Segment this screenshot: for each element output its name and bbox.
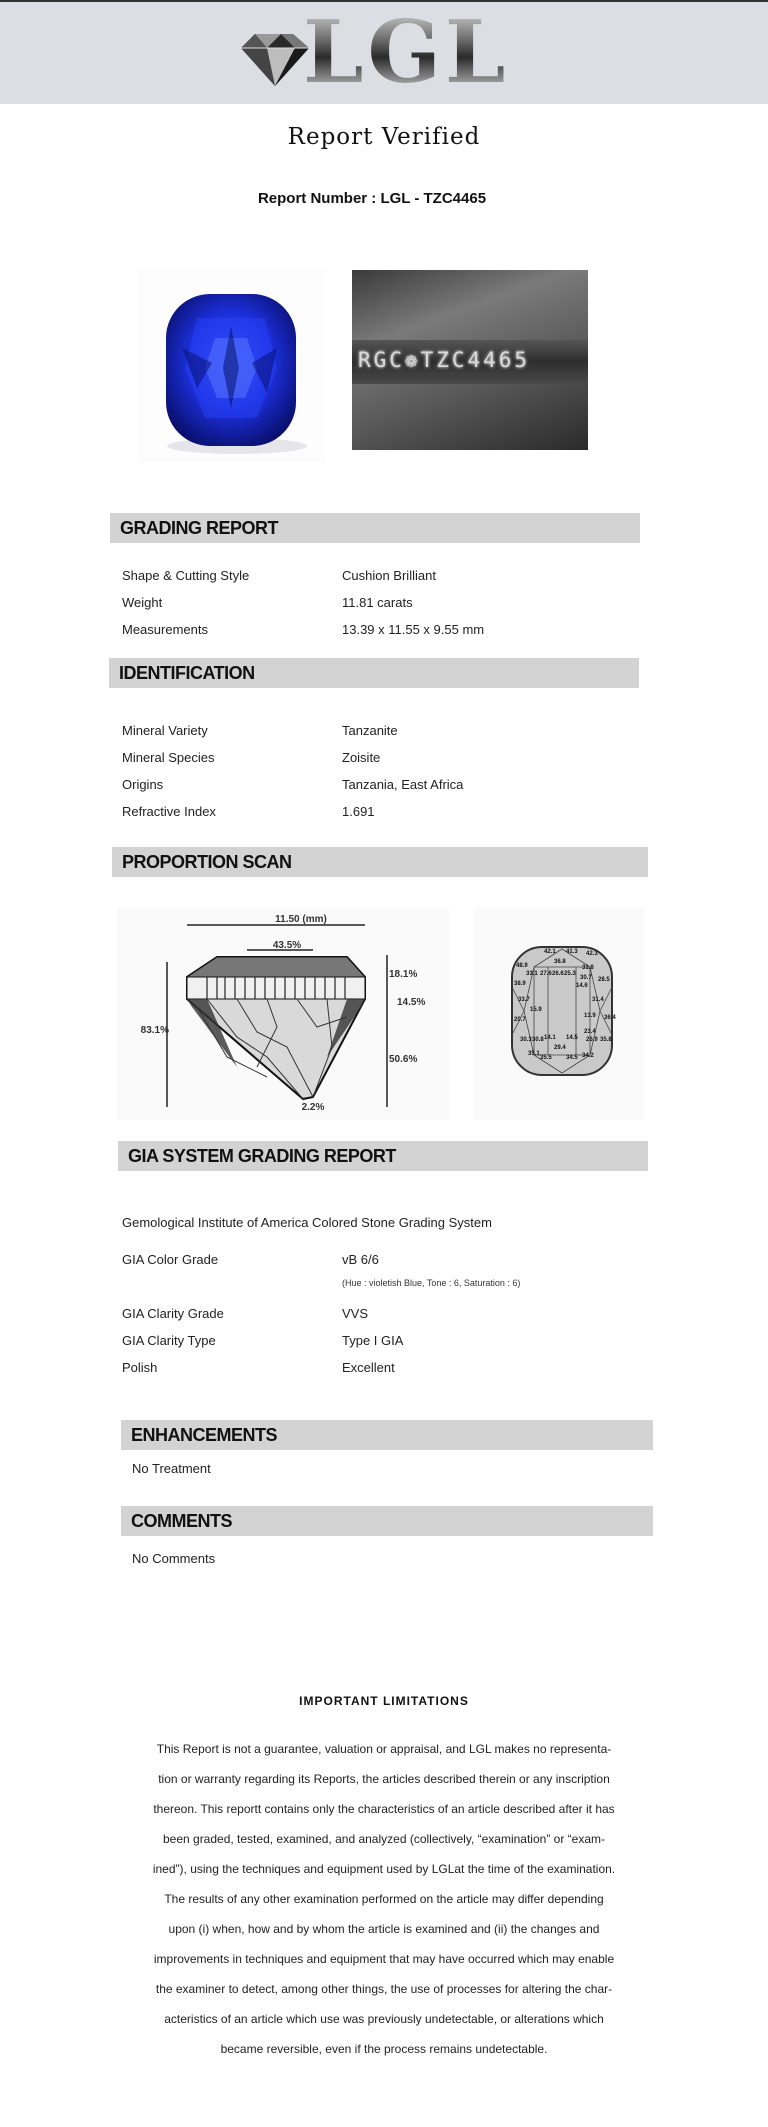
enhancements-heading: ENHANCEMENTS <box>121 1420 653 1450</box>
limitations-line: thereon. This reportt contains only the characteristics of an article described after it has <box>153 1802 615 1816</box>
facet-label: 14.1 <box>544 1035 556 1041</box>
limitations-line: improvements in techniques and equipment that may have occurred which may enable <box>153 1952 615 1966</box>
facet-label: 28.5 <box>598 977 610 983</box>
proportion-scan-heading: PROPORTION SCAN <box>112 847 648 877</box>
facet-label: 41.3 <box>566 949 578 955</box>
facet-label: 26.9 <box>586 1037 598 1043</box>
facet-label: 26.6 <box>552 971 564 977</box>
limitations-heading: IMPORTANT LIMITATIONS <box>299 1694 469 1708</box>
facet-label: 14.6 <box>576 983 588 989</box>
limitations-line: upon (i) when, how and by whom the article is examined and (ii) the changes and <box>168 1922 600 1936</box>
lgl-logo <box>233 2 510 103</box>
limitations-body <box>118 1734 650 2064</box>
measurements-label: Measurements <box>122 622 208 637</box>
limitations-line: This Report is not a guarantee, valuation or appraisal, and LGL makes no representa- <box>156 1742 612 1756</box>
facet-label: 27.6 <box>540 971 552 977</box>
facet-label: 42.1 <box>544 949 556 955</box>
facet-label: 33.1 <box>526 971 538 977</box>
facet-label: 29.4 <box>554 1045 566 1051</box>
facet-label: 20.7 <box>514 1017 526 1023</box>
gia-clarity-grade-value: VVS <box>342 1306 369 1321</box>
facet-label: 13.9 <box>584 1013 596 1019</box>
refractive-index-value: 1.691 <box>342 804 375 819</box>
polish-value: Excellent <box>342 1360 395 1375</box>
gia-intro: Gemological Institute of America Colored Stone Grading System <box>122 1215 492 1230</box>
limitations-line: ined”), using the techniques and equipment used by LGLat the time of the examination. <box>152 1862 616 1876</box>
profile-diagram <box>117 907 449 1120</box>
header-banner <box>0 0 768 104</box>
comments-value: No Comments <box>132 1551 216 1566</box>
pavilion-label: 50.6% <box>389 1054 418 1065</box>
limitations-line: became reversible, even if the process remains undetectable. <box>220 2042 548 2056</box>
comments-heading: COMMENTS <box>121 1506 653 1536</box>
facet-label: 14.5 <box>566 1035 578 1041</box>
mineral-species-label: Mineral Species <box>122 750 215 765</box>
crown-label: 18.1% <box>389 969 418 980</box>
facet-label: 34.2 <box>582 1053 594 1059</box>
gia-system-heading: GIA SYSTEM GRADING REPORT <box>118 1141 648 1171</box>
limitations-line: acteristics of an article which use was previously undetectable, or alterations which <box>164 2012 604 2026</box>
gia-clarity-type-label: GIA Clarity Type <box>122 1333 216 1348</box>
identification-heading: IDENTIFICATION <box>109 658 639 688</box>
facet-label: 30.7 <box>580 975 592 981</box>
origins-label: Origins <box>122 777 164 792</box>
facet-label: 36.4 <box>604 1015 616 1021</box>
facet-label: 34.5 <box>566 1055 578 1061</box>
logo-wordmark: LGL <box>303 2 510 103</box>
limitations-line: the examiner to detect, among other things, the use of processes for altering the char- <box>155 1982 613 1996</box>
table-label: 43.5% <box>272 940 302 951</box>
girdle-label: 14.5% <box>397 997 426 1008</box>
polish-label: Polish <box>122 1360 158 1375</box>
shape-value: Cushion Brilliant <box>342 568 436 583</box>
enhancements-value: No Treatment <box>132 1461 211 1476</box>
facet-label: 36.8 <box>554 959 566 965</box>
facet-label: 30.3 <box>520 1037 532 1043</box>
gia-color-grade-note: (Hue : violetish Blue, Tone : 6, Saturation : 6) <box>342 1278 521 1288</box>
facet-label: 42.3 <box>586 951 598 957</box>
measurements-value: 13.39 x 11.55 x 9.55 mm <box>342 622 485 637</box>
mineral-variety-label: Mineral Variety <box>122 723 208 738</box>
facet-label: 31.4 <box>592 997 604 1003</box>
facet-label: 25.3 <box>564 971 576 977</box>
page-title: Report Verified <box>287 124 481 150</box>
facet-label: 15.9 <box>530 1007 542 1013</box>
facet-label: 23.4 <box>584 1029 596 1035</box>
shape-label: Shape & Cutting Style <box>122 568 250 583</box>
laser-inscription-photo <box>352 270 588 450</box>
mineral-variety-value: Tanzanite <box>342 723 398 738</box>
gemstone-photo <box>137 268 325 463</box>
mineral-species-value: Zoisite <box>342 750 381 765</box>
depth-label: 83.1% <box>140 1025 169 1036</box>
weight-label: Weight <box>122 595 163 610</box>
weight-value: 11.81 carats <box>342 595 413 610</box>
width-label: 11.50 (mm) <box>275 914 327 925</box>
facet-label: 35.5 <box>540 1055 552 1061</box>
gia-clarity-grade-label: GIA Clarity Grade <box>122 1306 224 1321</box>
gia-color-grade-value: vB 6/6 <box>342 1252 379 1267</box>
refractive-index-label: Refractive Index <box>122 804 216 819</box>
facet-label: 31.8 <box>582 965 594 971</box>
top-view-diagram <box>474 907 644 1120</box>
limitations-line: tion or warranty regarding its Reports, the articles described therein or any inscription <box>158 1772 610 1786</box>
gia-color-grade-label: GIA Color Grade <box>122 1252 219 1267</box>
grading-report-heading: GRADING REPORT <box>110 513 640 543</box>
facet-label: 48.9 <box>516 963 528 969</box>
limitations-line: been graded, tested, examined, and analyzed (collectively, “examination” or “exam- <box>162 1832 605 1846</box>
origins-value: Tanzania, East Africa <box>342 777 464 792</box>
report-number: Report Number : LGL - TZC4465 <box>257 190 487 207</box>
culet-label: 2.2% <box>301 1102 325 1113</box>
limitations-line: The results of any other examination performed on the article may differ depending <box>164 1892 604 1906</box>
facet-label: 33.7 <box>518 997 530 1003</box>
facet-label: 38.9 <box>514 981 526 987</box>
gia-clarity-type-value: Type I GIA <box>342 1333 404 1348</box>
facet-label: 35.8 <box>600 1037 612 1043</box>
facet-label: 30.8 <box>532 1037 544 1043</box>
inscription-text: RGC❁TZC4465 <box>358 348 531 372</box>
facet-label: 35.1 <box>528 1051 540 1057</box>
